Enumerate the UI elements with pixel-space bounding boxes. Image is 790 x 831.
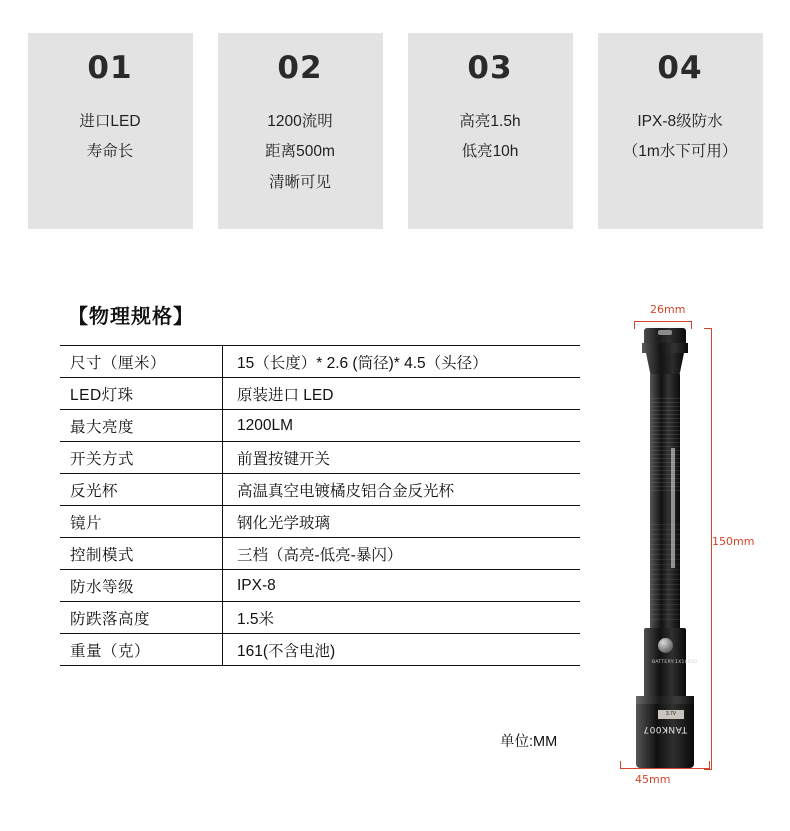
- spec-key: 重量（克）: [60, 634, 223, 666]
- flashlight-illustration: [622, 328, 708, 768]
- feature-card-01: [28, 33, 193, 229]
- product-dimension-diagram: [600, 295, 790, 795]
- feature-line: 高亮1.5h: [459, 113, 521, 131]
- flashlight-head-ring: [642, 343, 688, 353]
- table-row: [60, 346, 580, 378]
- dimension-label-tail-diameter: 45mm: [635, 773, 671, 786]
- feature-line: 低亮10h: [461, 143, 519, 161]
- flashlight-base-ring: [636, 696, 694, 704]
- feature-number: 01: [87, 50, 133, 86]
- flashlight-switch-button: [658, 638, 673, 653]
- feature-line: 1200流明: [267, 113, 333, 131]
- feature-card-02: [218, 33, 383, 229]
- table-row: [60, 442, 580, 474]
- feature-line: 寿命长: [86, 143, 134, 161]
- spec-value: IPX-8: [223, 570, 581, 602]
- spec-table: [60, 345, 580, 666]
- spec-key: 镜片: [60, 506, 223, 538]
- spec-key: 防跌落高度: [60, 602, 223, 634]
- table-row: [60, 410, 580, 442]
- flashlight-highlight: [671, 448, 675, 568]
- unit-note: 单位:MM: [500, 734, 558, 750]
- spec-key: 最大亮度: [60, 410, 223, 442]
- feature-line: IPX-8级防水: [637, 113, 723, 131]
- spec-section-title: 【物理规格】: [68, 306, 194, 328]
- feature-line: （1m水下可用）: [622, 143, 738, 161]
- spec-value: 1.5米: [223, 602, 581, 634]
- flashlight-bezel-notch: [658, 330, 672, 335]
- spec-value: 15（长度）* 2.6 (筒径)* 4.5（头径）: [223, 346, 581, 378]
- feature-card-row: [0, 33, 790, 229]
- spec-value: 1200LM: [223, 410, 581, 442]
- spec-value: 161(不含电池): [223, 634, 581, 666]
- spec-value: 三档（高亮-低亮-暴闪）: [223, 538, 581, 570]
- spec-key: LED灯珠: [60, 378, 223, 410]
- spec-value: 钢化光学玻璃: [223, 506, 581, 538]
- spec-value: 高温真空电镀橘皮铝合金反光杯: [223, 474, 581, 506]
- feature-line: 清晰可见: [268, 173, 331, 191]
- table-row: [60, 474, 580, 506]
- flashlight-battery-text: BATTERY:1X18650: [652, 660, 698, 665]
- flashlight-voltage-sticker: 3.7V: [658, 710, 684, 719]
- feature-card-04: [598, 33, 763, 229]
- dimension-label-length: 150mm: [712, 535, 755, 548]
- spec-key: 控制模式: [60, 538, 223, 570]
- feature-number: 02: [277, 50, 323, 86]
- feature-card-03: [408, 33, 573, 229]
- spec-key: 尺寸（厘米）: [60, 346, 223, 378]
- feature-number: 04: [657, 50, 703, 86]
- table-row: [60, 602, 580, 634]
- table-row: [60, 634, 580, 666]
- spec-key: 开关方式: [60, 442, 223, 474]
- dimension-label-head-diameter: 26mm: [650, 303, 686, 316]
- table-row: [60, 570, 580, 602]
- flashlight-knurling-lower: [650, 524, 680, 624]
- flashlight-knurling-upper: [650, 398, 680, 494]
- flashlight-cone: [646, 353, 684, 375]
- spec-value: 前置按键开关: [223, 442, 581, 474]
- spec-key: 反光杯: [60, 474, 223, 506]
- feature-line: 距离500m: [265, 143, 335, 161]
- table-row: [60, 506, 580, 538]
- table-row: [60, 378, 580, 410]
- feature-number: 03: [467, 50, 513, 86]
- spec-value: 原装进口 LED: [223, 378, 581, 410]
- feature-line: 进口LED: [79, 113, 141, 131]
- flashlight-brand-logo: TANK007: [642, 724, 688, 734]
- spec-key: 防水等级: [60, 570, 223, 602]
- table-row: [60, 538, 580, 570]
